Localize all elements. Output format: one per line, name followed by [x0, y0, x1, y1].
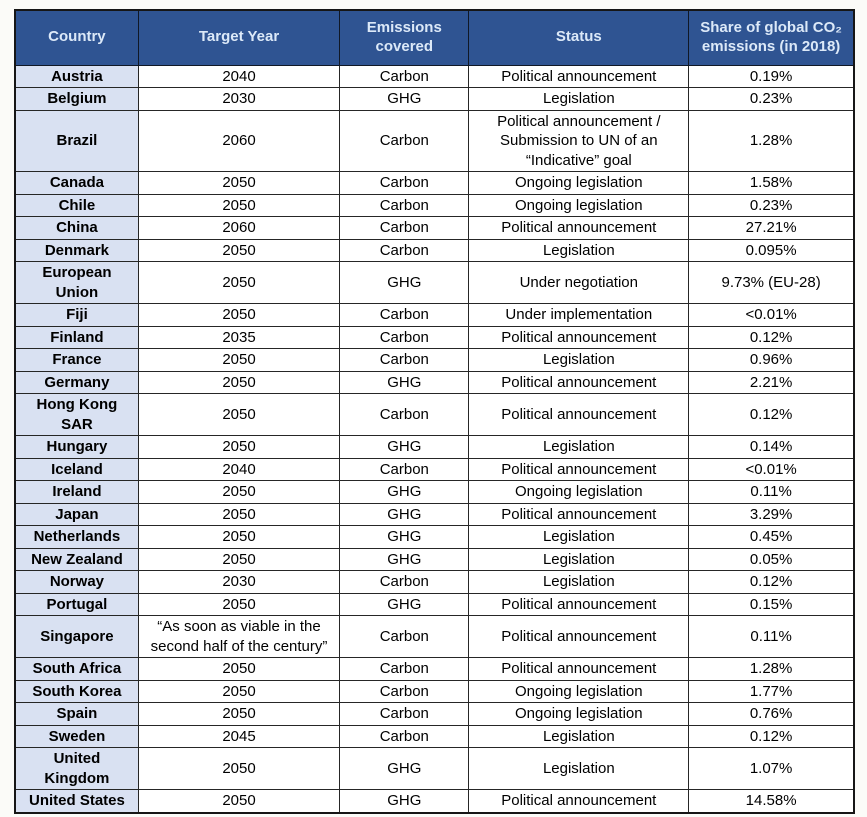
cell-emissions_covered: GHG [340, 526, 469, 549]
cell-target_year: 2030 [138, 88, 339, 111]
column-header-target_year: Target Year [138, 10, 339, 65]
cell-emissions_covered: Carbon [340, 217, 469, 240]
cell-status: Ongoing legislation [469, 172, 689, 195]
cell-emissions_covered: GHG [340, 548, 469, 571]
table-row [15, 680, 854, 703]
cell-country: United States [15, 790, 138, 813]
table-row [15, 458, 854, 481]
cell-share: 0.12% [689, 394, 854, 436]
cell-country: Hong Kong SAR [15, 394, 138, 436]
cell-share: 2.21% [689, 371, 854, 394]
cell-country: Sweden [15, 725, 138, 748]
table-row [15, 65, 854, 88]
cell-country: United Kingdom [15, 748, 138, 790]
cell-emissions_covered: Carbon [340, 239, 469, 262]
cell-country: South Korea [15, 680, 138, 703]
cell-target_year: 2060 [138, 217, 339, 240]
cell-target_year: 2050 [138, 526, 339, 549]
cell-status: Legislation [469, 239, 689, 262]
cell-target_year: 2050 [138, 658, 339, 681]
cell-country: Portugal [15, 593, 138, 616]
cell-emissions_covered: GHG [340, 790, 469, 813]
cell-status: Political announcement [469, 394, 689, 436]
cell-target_year: 2045 [138, 725, 339, 748]
table-row [15, 326, 854, 349]
cell-emissions_covered: Carbon [340, 680, 469, 703]
cell-target_year: 2035 [138, 326, 339, 349]
cell-emissions_covered: GHG [340, 262, 469, 304]
cell-status: Political announcement [469, 326, 689, 349]
cell-share: 1.77% [689, 680, 854, 703]
table-row [15, 503, 854, 526]
cell-status: Legislation [469, 526, 689, 549]
cell-emissions_covered: Carbon [340, 304, 469, 327]
cell-emissions_covered: GHG [340, 593, 469, 616]
cell-share: 0.12% [689, 725, 854, 748]
cell-target_year: 2050 [138, 748, 339, 790]
cell-share: <0.01% [689, 304, 854, 327]
cell-share: 3.29% [689, 503, 854, 526]
cell-country: Belgium [15, 88, 138, 111]
cell-country: Hungary [15, 436, 138, 459]
table-row [15, 371, 854, 394]
cell-emissions_covered: Carbon [340, 458, 469, 481]
cell-status: Under implementation [469, 304, 689, 327]
cell-emissions_covered: Carbon [340, 349, 469, 372]
cell-status: Political announcement / Submission to UN of an “Indicative” goal [469, 110, 689, 172]
cell-target_year: “As soon as viable in the second half of the century” [138, 616, 339, 658]
cell-share: 0.23% [689, 88, 854, 111]
cell-share: 0.45% [689, 526, 854, 549]
cell-target_year: 2050 [138, 394, 339, 436]
cell-country: Netherlands [15, 526, 138, 549]
cell-share: 0.12% [689, 571, 854, 594]
net-zero-targets-table [14, 9, 855, 814]
table-row [15, 703, 854, 726]
cell-target_year: 2050 [138, 349, 339, 372]
cell-target_year: 2050 [138, 680, 339, 703]
cell-target_year: 2050 [138, 548, 339, 571]
cell-status: Legislation [469, 725, 689, 748]
table-row [15, 790, 854, 813]
cell-country: Spain [15, 703, 138, 726]
table-row [15, 239, 854, 262]
cell-country: Brazil [15, 110, 138, 172]
cell-target_year: 2050 [138, 262, 339, 304]
table-row [15, 481, 854, 504]
cell-status: Ongoing legislation [469, 481, 689, 504]
cell-share: 0.12% [689, 326, 854, 349]
cell-emissions_covered: Carbon [340, 172, 469, 195]
cell-share: 0.19% [689, 65, 854, 88]
cell-share: 27.21% [689, 217, 854, 240]
cell-status: Political announcement [469, 503, 689, 526]
cell-status: Ongoing legislation [469, 194, 689, 217]
cell-share: 9.73% (EU-28) [689, 262, 854, 304]
table-row [15, 394, 854, 436]
cell-share: 0.05% [689, 548, 854, 571]
table-row [15, 548, 854, 571]
cell-country: Japan [15, 503, 138, 526]
cell-status: Political announcement [469, 658, 689, 681]
cell-target_year: 2050 [138, 703, 339, 726]
cell-share: 0.095% [689, 239, 854, 262]
cell-share: 0.11% [689, 481, 854, 504]
cell-share: 1.28% [689, 110, 854, 172]
cell-country: France [15, 349, 138, 372]
cell-country: Denmark [15, 239, 138, 262]
cell-share: 1.58% [689, 172, 854, 195]
table-row [15, 526, 854, 549]
column-header-share: Share of global CO₂ emissions (in 2018) [689, 10, 854, 65]
cell-target_year: 2060 [138, 110, 339, 172]
cell-emissions_covered: Carbon [340, 394, 469, 436]
cell-status: Legislation [469, 548, 689, 571]
table-row [15, 616, 854, 658]
cell-country: Chile [15, 194, 138, 217]
cell-target_year: 2050 [138, 194, 339, 217]
cell-country: Austria [15, 65, 138, 88]
table-row [15, 725, 854, 748]
cell-status: Legislation [469, 571, 689, 594]
cell-emissions_covered: Carbon [340, 703, 469, 726]
cell-status: Under negotiation [469, 262, 689, 304]
cell-target_year: 2030 [138, 571, 339, 594]
table-row [15, 571, 854, 594]
cell-status: Political announcement [469, 371, 689, 394]
cell-country: Finland [15, 326, 138, 349]
cell-target_year: 2040 [138, 458, 339, 481]
cell-share: 1.28% [689, 658, 854, 681]
cell-target_year: 2050 [138, 790, 339, 813]
cell-status: Legislation [469, 748, 689, 790]
cell-share: 0.96% [689, 349, 854, 372]
table-row [15, 304, 854, 327]
cell-country: South Africa [15, 658, 138, 681]
table-row [15, 194, 854, 217]
table-row [15, 262, 854, 304]
cell-status: Political announcement [469, 65, 689, 88]
column-header-country: Country [15, 10, 138, 65]
cell-share: <0.01% [689, 458, 854, 481]
table-row [15, 748, 854, 790]
cell-status: Legislation [469, 436, 689, 459]
table-row [15, 593, 854, 616]
cell-emissions_covered: Carbon [340, 65, 469, 88]
cell-status: Legislation [469, 349, 689, 372]
cell-country: Canada [15, 172, 138, 195]
cell-share: 1.07% [689, 748, 854, 790]
cell-share: 14.58% [689, 790, 854, 813]
cell-country: Ireland [15, 481, 138, 504]
cell-status: Political announcement [469, 593, 689, 616]
table-header [15, 10, 854, 65]
cell-status: Ongoing legislation [469, 680, 689, 703]
table-row [15, 436, 854, 459]
cell-status: Legislation [469, 88, 689, 111]
cell-country: Iceland [15, 458, 138, 481]
cell-emissions_covered: Carbon [340, 616, 469, 658]
table-row [15, 88, 854, 111]
cell-target_year: 2050 [138, 481, 339, 504]
cell-share: 0.14% [689, 436, 854, 459]
cell-target_year: 2050 [138, 593, 339, 616]
cell-emissions_covered: GHG [340, 436, 469, 459]
cell-country: European Union [15, 262, 138, 304]
cell-emissions_covered: Carbon [340, 725, 469, 748]
cell-emissions_covered: Carbon [340, 326, 469, 349]
table-body [15, 65, 854, 813]
cell-share: 0.23% [689, 194, 854, 217]
cell-country: Norway [15, 571, 138, 594]
cell-emissions_covered: Carbon [340, 571, 469, 594]
cell-emissions_covered: GHG [340, 503, 469, 526]
cell-country: China [15, 217, 138, 240]
cell-status: Political announcement [469, 616, 689, 658]
column-header-status: Status [469, 10, 689, 65]
table-row [15, 349, 854, 372]
cell-status: Political announcement [469, 217, 689, 240]
cell-target_year: 2050 [138, 239, 339, 262]
cell-emissions_covered: GHG [340, 371, 469, 394]
cell-share: 0.11% [689, 616, 854, 658]
cell-country: New Zealand [15, 548, 138, 571]
cell-emissions_covered: GHG [340, 748, 469, 790]
cell-target_year: 2050 [138, 172, 339, 195]
cell-target_year: 2050 [138, 371, 339, 394]
cell-emissions_covered: GHG [340, 88, 469, 111]
cell-country: Fiji [15, 304, 138, 327]
column-header-emissions_covered: Emissions covered [340, 10, 469, 65]
cell-country: Germany [15, 371, 138, 394]
cell-status: Political announcement [469, 790, 689, 813]
cell-emissions_covered: Carbon [340, 194, 469, 217]
table-row [15, 217, 854, 240]
cell-target_year: 2050 [138, 503, 339, 526]
cell-target_year: 2040 [138, 65, 339, 88]
cell-status: Political announcement [469, 458, 689, 481]
table-row [15, 172, 854, 195]
cell-target_year: 2050 [138, 436, 339, 459]
table-row [15, 110, 854, 172]
header-row [15, 10, 854, 65]
cell-status: Ongoing legislation [469, 703, 689, 726]
cell-emissions_covered: Carbon [340, 110, 469, 172]
cell-country: Singapore [15, 616, 138, 658]
cell-share: 0.76% [689, 703, 854, 726]
cell-share: 0.15% [689, 593, 854, 616]
cell-target_year: 2050 [138, 304, 339, 327]
cell-emissions_covered: Carbon [340, 658, 469, 681]
cell-emissions_covered: GHG [340, 481, 469, 504]
table-row [15, 658, 854, 681]
